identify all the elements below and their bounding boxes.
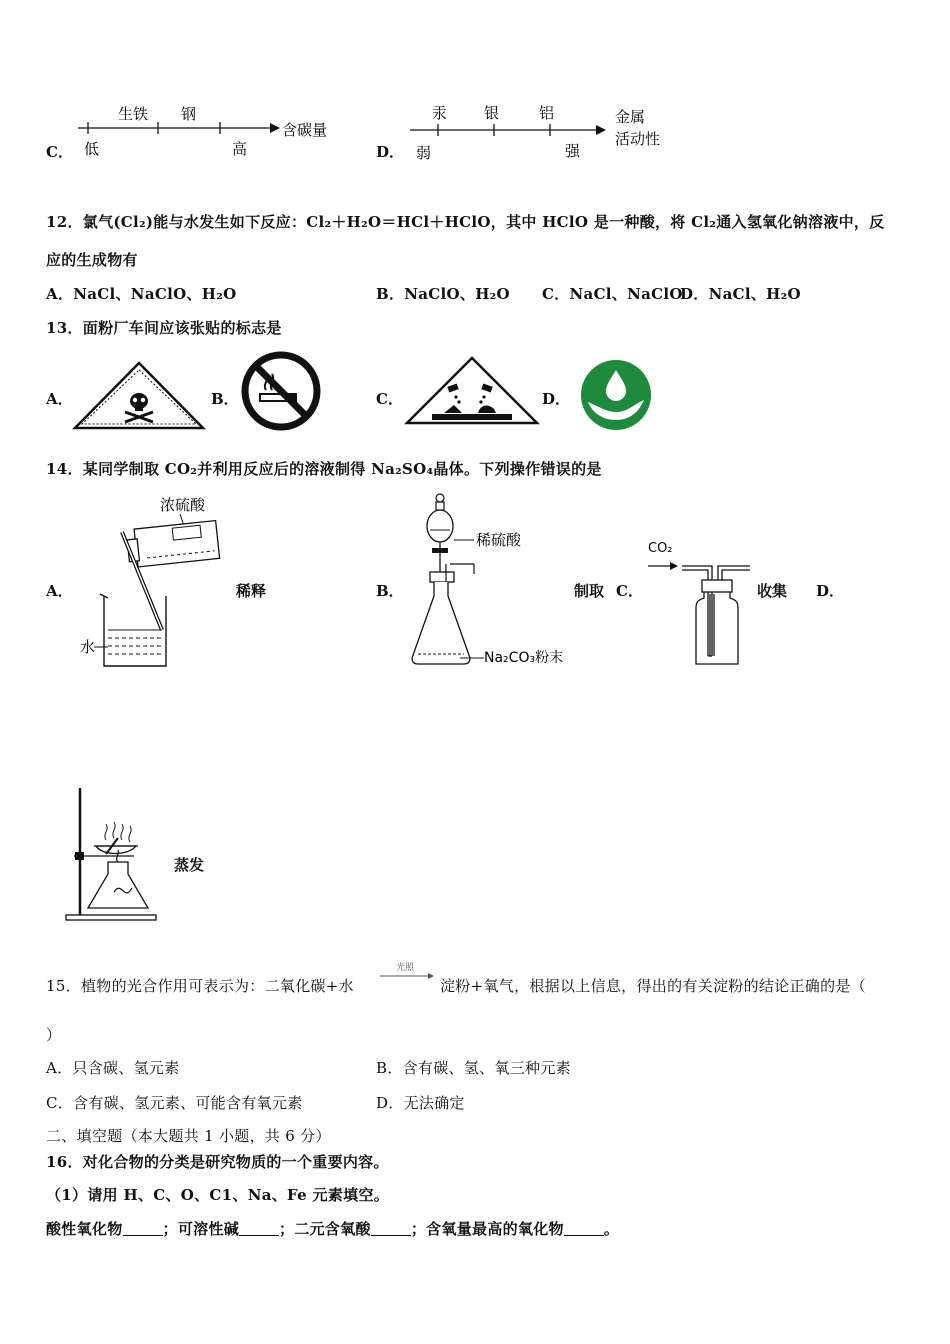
corrosive-warning-sign[interactable]: [404, 355, 540, 427]
label-dilute-sulfuric-acid: 稀硫酸: [476, 531, 522, 549]
arrow-label-light: 光照: [396, 963, 415, 973]
label-na2co3-powder: Na₂CO₃粉末: [484, 650, 564, 666]
q15-stem-part1: 15．植物的光合作用可表示为：二氧化碳+水: [46, 977, 354, 995]
q14-option-a-label[interactable]: A．: [46, 582, 73, 600]
q11-c-number-line: [70, 98, 350, 168]
q11-d-number-line: [400, 98, 700, 168]
axis-item-mercury: 汞: [432, 104, 448, 122]
axis-title-line2: 活动性: [615, 130, 661, 148]
q11-option-d-label: D．: [376, 143, 405, 161]
gas-generation-apparatus[interactable]: [400, 490, 600, 672]
axis-title-line1: 金属: [615, 108, 646, 126]
answer-blank-4[interactable]: [564, 1221, 604, 1236]
axis-item-steel: 钢: [181, 105, 197, 123]
q12-option-a[interactable]: A．NaCl、NaClO、H₂O: [46, 285, 237, 303]
q13-option-b-label[interactable]: B．: [211, 390, 239, 408]
q12-option-c[interactable]: C．NaCl、NaClO: [542, 285, 683, 303]
q16-blanks-line: [46, 1218, 619, 1239]
stand-base: [66, 915, 156, 920]
answer-blank-3[interactable]: [371, 1221, 411, 1236]
answer-blank-2[interactable]: [239, 1221, 279, 1236]
axis-item-silver: 银: [484, 104, 500, 122]
axis-title: 含碳量: [282, 121, 328, 139]
q13-option-c-label[interactable]: C．: [376, 390, 403, 408]
q16-stem: 16．对化合物的分类是研究物质的一个重要内容。: [46, 1153, 389, 1171]
conical-flask: [412, 582, 470, 664]
q14-option-b-label[interactable]: B．: [376, 582, 404, 600]
blank-line-end: 。: [603, 1220, 620, 1238]
axis-arrow: [596, 125, 606, 135]
q14-option-d-label[interactable]: D．: [816, 582, 845, 600]
alcohol-lamp: [88, 862, 148, 908]
q14-c-caption: 收集: [757, 582, 788, 600]
answer-blank-1[interactable]: [123, 1221, 163, 1236]
q15-stem-close: ）: [46, 1026, 62, 1044]
q15-option-a[interactable]: A．只含碳、氢元素: [46, 1059, 180, 1077]
q12-stem-line1: 12．氯气(Cl₂)能与水发生如下反应：Cl₂＋H₂O＝HCl＋HClO，其中 HClO 是一种酸，将 Cl₂通入氢氧化钠溶液中，反: [46, 213, 885, 231]
q14-stem: 14．某同学制取 CO₂并利用反应后的溶液制得 Na₂SO₄晶体。下列操作错误的是: [46, 460, 602, 478]
q11-option-c-label: C．: [46, 143, 73, 161]
dilution-apparatus[interactable]: [74, 490, 244, 670]
q14-a-caption: 稀释: [236, 582, 267, 600]
q13-stem: 13．面粉厂车间应该张贴的标志是: [46, 319, 282, 337]
gas-collection-bottle[interactable]: [644, 532, 760, 672]
label-co2: CO₂: [648, 541, 673, 556]
axis-item-aluminum: 铝: [539, 104, 555, 122]
label-conc-sulfuric-acid: 浓硫酸: [160, 496, 206, 514]
bottle: [696, 592, 738, 664]
q12-stem-line2: 应的生成物有: [46, 251, 138, 269]
q14-d-caption: 蒸发: [174, 856, 205, 874]
beaker: [104, 596, 166, 666]
toxic-warning-sign[interactable]: [72, 360, 206, 432]
q12-option-b[interactable]: B．NaClO、H₂O: [376, 285, 510, 303]
water-saving-sign[interactable]: [578, 358, 654, 432]
section-2-title: 二、填空题（本大题共 1 小题，共 6 分）: [46, 1127, 331, 1145]
q15-stem-part2: 淀粉+氧气，根据以上信息，得出的有关淀粉的结论正确的是（: [440, 977, 866, 995]
q15-option-d[interactable]: D．无法确定: [376, 1094, 465, 1112]
axis-high: 高: [232, 140, 248, 158]
bottle-stopper: [702, 580, 732, 592]
axis-low: 弱: [416, 144, 432, 162]
stopper: [430, 572, 454, 582]
reaction-arrow: [378, 958, 438, 988]
axis-low: 低: [84, 140, 100, 158]
acid-bottle: [126, 521, 219, 568]
blank-label-acidic-oxide: 酸性氧化物: [46, 1220, 123, 1238]
blank-label-diprotic-oxyacid: ；二元含氧酸: [279, 1220, 371, 1238]
q14-b-caption: 制取: [574, 582, 605, 600]
evaporating-dish: [96, 846, 136, 854]
label-water: 水: [80, 638, 96, 656]
blank-label-highest-oxygen-oxide: ；含氧量最高的氧化物: [410, 1220, 564, 1238]
q16-part1: （1）请用 H、C、O、C1、Na、Fe 元素填空。: [46, 1186, 390, 1204]
q13-option-d-label[interactable]: D．: [542, 390, 571, 408]
q15-option-b[interactable]: B．含有碳、氢、氧三种元素: [376, 1059, 571, 1077]
evaporation-apparatus[interactable]: [62, 784, 166, 924]
axis-item-pig-iron: 生铁: [118, 105, 149, 123]
q15-option-c[interactable]: C．含有碳、氢元素、可能含有氧元素: [46, 1094, 303, 1112]
q14-option-c-label[interactable]: C．: [616, 582, 643, 600]
blank-label-soluble-base: ；可溶性碱: [162, 1220, 240, 1238]
q12-option-d[interactable]: D．NaCl、H₂O: [680, 285, 801, 303]
axis-arrow: [270, 123, 280, 133]
axis-high: 强: [565, 142, 581, 160]
no-smoking-sign[interactable]: [240, 350, 322, 432]
q13-option-a-label[interactable]: A．: [46, 390, 73, 408]
